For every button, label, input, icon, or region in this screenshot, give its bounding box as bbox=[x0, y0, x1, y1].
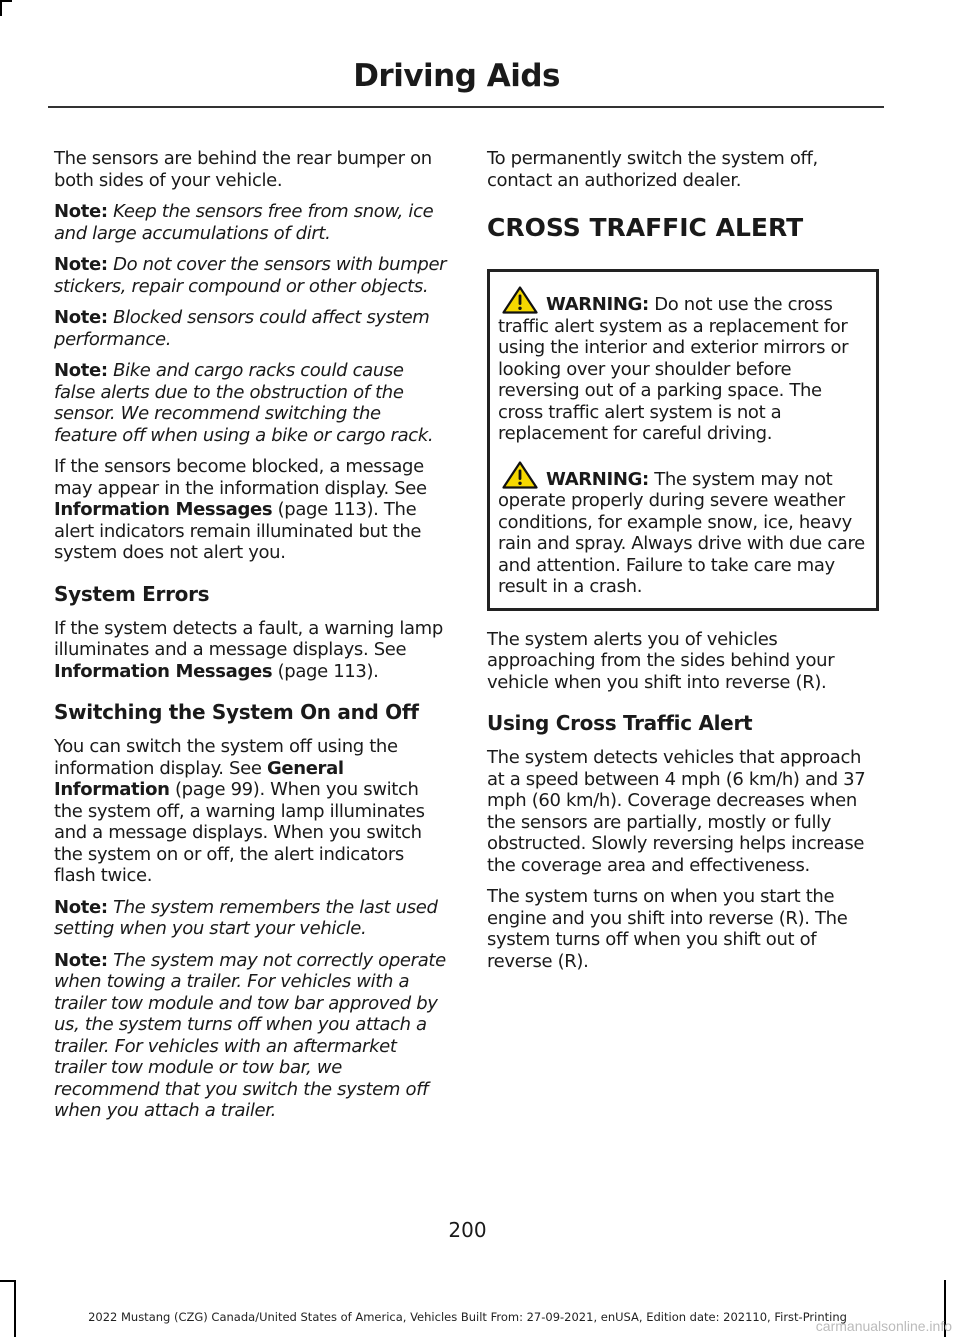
crop-mark-bottom-left-h bbox=[0, 1280, 16, 1282]
text: If the sensors become blocked, a message may appear in the information display. See bbox=[54, 456, 427, 499]
note-label: Note: bbox=[54, 201, 108, 222]
paragraph bbox=[54, 618, 449, 683]
cross-reference-link[interactable]: Information Messages bbox=[54, 499, 273, 520]
paragraph bbox=[54, 456, 449, 564]
note-label: Note: bbox=[54, 896, 108, 918]
subheading-switching-system: Switching the System On and Off bbox=[54, 700, 419, 724]
paragraph: The system alerts you of vehicles approaching from the sides behind your vehicle when you shift into reverse (R). bbox=[487, 628, 835, 693]
text: (page 113). The alert indicators remain illuminated but the system does not alert you. bbox=[54, 499, 422, 563]
note bbox=[54, 201, 449, 244]
paragraph bbox=[54, 736, 449, 887]
paragraph: To permanently switch the system off, contact an authorized dealer. bbox=[487, 148, 818, 191]
text: If the system detects a fault, a warning lamp illuminates and a message displays. See bbox=[54, 617, 443, 660]
page-number: 200 bbox=[448, 1218, 487, 1242]
header-divider bbox=[48, 106, 884, 108]
crop-mark-bottom-left bbox=[14, 1280, 16, 1337]
text: (page 99). When you switch the system off, a warning lamp illuminates and a message displays. When you switch the system on or off, the alert indicators flash twice. bbox=[54, 779, 425, 886]
text: You can switch the system off using the information display. See bbox=[54, 736, 398, 779]
note-text: Keep the sensors free from snow, ice and large accumulations of dirt. bbox=[54, 201, 434, 244]
section-heading-cross-traffic-alert: CROSS TRAFFIC ALERT bbox=[487, 213, 804, 242]
note-label: Note: bbox=[54, 307, 108, 328]
section-title: Driving Aids bbox=[353, 58, 560, 94]
note-text: The system remembers the last used setting when you start your vehicle. bbox=[54, 896, 438, 939]
note bbox=[54, 950, 449, 1122]
subheading-using-cross-traffic-alert: Using Cross Traffic Alert bbox=[487, 711, 753, 735]
warning-label: WARNING: bbox=[546, 468, 649, 490]
subheading-system-errors: System Errors bbox=[54, 581, 210, 606]
warning bbox=[498, 286, 868, 445]
cross-reference-link[interactable]: Information Messages bbox=[54, 660, 273, 682]
paragraph: The sensors are behind the rear bumper on both sides of your vehicle. bbox=[54, 148, 432, 191]
note-text: Bike and cargo racks could cause false alerts due to the obstruction of the sensor. We recommend switching the feature off when using a bike or cargo rack. bbox=[54, 360, 434, 446]
cross-reference-link[interactable]: General Information bbox=[54, 757, 344, 800]
text: (page 113). bbox=[272, 660, 379, 682]
note-text: The system may not correctly operate when towing a trailer. For vehicles with a trailer tow module and tow bar approved by us, the system turns off when you attach a trailer. For vehicles with an aftermarket trailer tow module or tow bar, we recommend that you switch the system off when you attach a trailer. bbox=[54, 949, 446, 1121]
warning-label: WARNING: bbox=[546, 294, 649, 315]
paragraph: The system detects vehicles that approach at a speed between 4 mph (6 km/h) and 37 mph (60 km/h). Coverage decreases when the sensors are partially, mostly or fully obstructed. Slowly reversing helps increase the coverage area and effectiveness. bbox=[487, 747, 866, 876]
crop-mark-top-left bbox=[0, 0, 2, 16]
note bbox=[54, 360, 449, 446]
warning-text: The system may not operate properly during severe weather conditions, for example snow, ice, heavy rain and spray. Always drive with due care and attention. Failure to take care may result in a crash. bbox=[498, 468, 865, 597]
warning-box bbox=[487, 269, 879, 611]
right-column bbox=[487, 148, 879, 982]
crop-mark-top-left-h bbox=[0, 0, 12, 2]
note bbox=[54, 307, 449, 350]
watermark: carmanualsonline.info bbox=[815, 1318, 952, 1334]
note bbox=[54, 254, 449, 297]
warning-triangle-icon bbox=[502, 286, 538, 314]
note-label: Note: bbox=[54, 360, 108, 381]
left-column bbox=[54, 148, 449, 1132]
warning-text: Do not use the cross traffic alert system as a replacement for using the interior and exterior mirrors or looking over your shoulder before reversing out of a parking space. The cross traffic alert system is not a replacement for careful driving. bbox=[498, 294, 849, 444]
note-text: Blocked sensors could affect system performance. bbox=[54, 307, 430, 350]
note-label: Note: bbox=[54, 949, 108, 971]
warning-triangle-icon bbox=[502, 461, 538, 489]
note-text: Do not cover the sensors with bumper stickers, repair compound or other objects. bbox=[54, 254, 447, 297]
note bbox=[54, 897, 449, 940]
warning bbox=[498, 461, 868, 598]
footer-edition-info: 2022 Mustang (CZG) Canada/United States of America, Vehicles Built From: 27-09-2021, enUSA, Edition date: 202110, First-Printing bbox=[88, 1310, 847, 1324]
paragraph: The system turns on when you start the engine and you shift into reverse (R). The system turns off when you shift out of reverse (R). bbox=[487, 886, 848, 972]
note-label: Note: bbox=[54, 254, 108, 275]
